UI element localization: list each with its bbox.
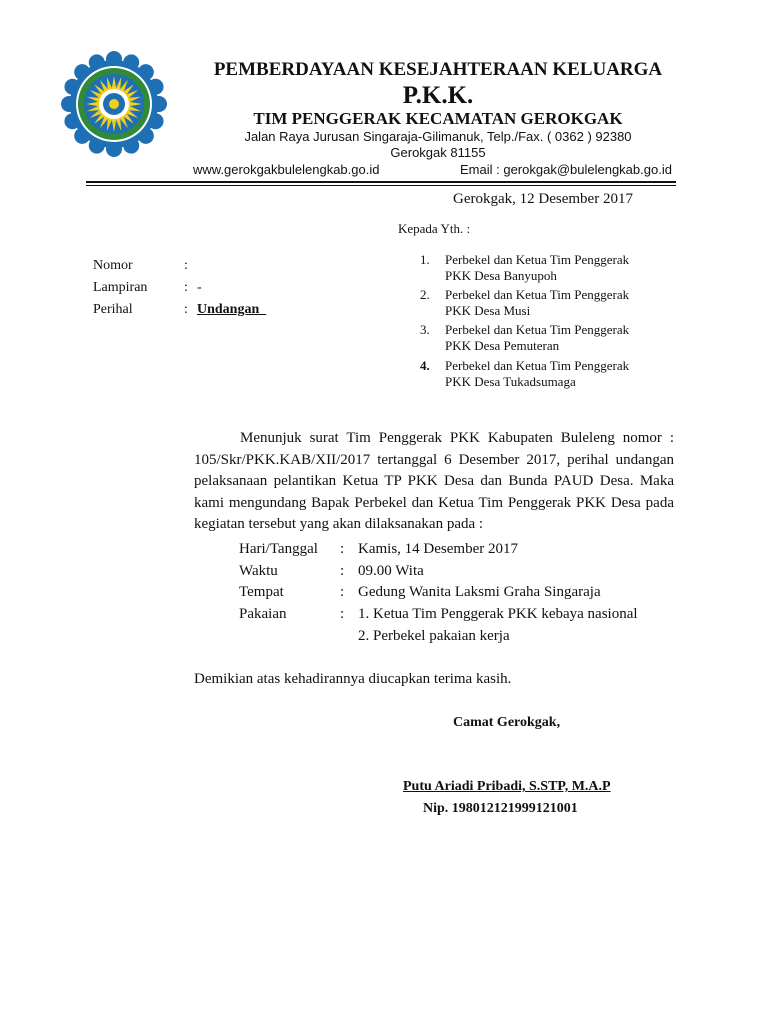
lampiran-value: - (197, 280, 202, 295)
recipient-line1: Perbekel dan Ketua Tim Penggerak (445, 322, 630, 337)
waktu-colon: : (340, 563, 345, 579)
pakaian-value-2: 2. Perbekel pakaian kerja (358, 628, 510, 644)
org-abbr: P.K.K. (402, 82, 474, 109)
team-name: TIM PENGGERAK KECAMATAN GEROKGAK (253, 109, 623, 128)
org-line: PEMBERDAYAAN KESEJAHTERAAN KELUARGA (213, 59, 663, 80)
closing-text: Demikian atas kehadirannya diucapkan terima kasih. (194, 671, 512, 687)
address-line-1: Jalan Raya Jurusan Singaraja-Gilimanuk, Telp./Fax. ( 0362 ) 92380 (244, 129, 632, 144)
waktu-value: 09.00 Wita (358, 563, 424, 579)
pakaian-value-1: 1. Ketua Tim Penggerak PKK kebaya nasional (358, 606, 638, 622)
recipient-line1: Perbekel dan Ketua Tim Penggerak (445, 287, 630, 302)
tempat-value: Gedung Wanita Laksmi Graha Singaraja (358, 584, 601, 600)
recipient-line2: PKK Desa Tukadsumaga (445, 374, 576, 389)
hari-label: Hari/Tanggal (239, 541, 318, 557)
nomor-label: Nomor (93, 258, 133, 273)
hari-colon: : (340, 541, 345, 557)
pkk-logo (60, 50, 168, 158)
waktu-label: Waktu (239, 563, 278, 579)
lampiran-label: Lampiran (93, 280, 148, 295)
pakaian-label: Pakaian (239, 606, 287, 622)
tempat-colon: : (340, 584, 345, 600)
recipient-number: 4. (420, 358, 430, 373)
recipient-line2: PKK Desa Pemuteran (445, 338, 560, 353)
recipient-line2: PKK Desa Musi (445, 303, 531, 318)
place-date: Gerokgak, 12 Desember 2017 (453, 191, 633, 207)
header-rule-thin (86, 185, 676, 186)
recipient-line1: Perbekel dan Ketua Tim Penggerak (445, 252, 630, 267)
perihal-label: Perihal (93, 302, 133, 317)
recipient-number: 3. (420, 322, 430, 337)
recipient-line1: Perbekel dan Ketua Tim Penggerak (445, 358, 630, 373)
address-line-2: Gerokgak 81155 (390, 145, 486, 160)
signer-nip: Nip. 198012121999121001 (423, 801, 578, 816)
signer-name: Putu Ariadi Pribadi, S.STP, M.A.P (403, 779, 611, 794)
signer-title: Camat Gerokgak, (453, 715, 561, 730)
kepada-label: Kepada Yth. : (398, 221, 471, 236)
header-rule-thick (86, 181, 676, 183)
body-text: Menunjuk surat Tim Penggerak PKK Kabupaten Buleleng nomor : 105/Skr/PKK.KAB/XII/2017 tertanggal 6 Desember 2017, perihal undangan pelaksanaan pelantikan Ketua TP PKK Desa dan Bunda PAUD Desa. Maka kami mengundang Bapak Perbekel dan Ketua Tim Penggerak PKK Desa pada kegiatan tersebut yang akan dilaksanakan pada : (194, 430, 674, 532)
perihal-value: Undangan (197, 302, 267, 317)
perihal-colon: : (184, 302, 188, 317)
website-link[interactable]: www.gerokgakbulelengkab.go.id (193, 162, 380, 177)
hari-value: Kamis, 14 Desember 2017 (358, 541, 518, 557)
recipient-line2: PKK Desa Banyupoh (445, 268, 557, 283)
recipient-number: 1. (420, 252, 430, 267)
email-link[interactable]: Email : gerokgak@bulelengkab.go.id (460, 162, 672, 177)
tempat-label: Tempat (239, 584, 284, 600)
pakaian-colon: : (340, 606, 345, 622)
body-paragraph (194, 428, 674, 536)
lampiran-colon: : (184, 280, 188, 295)
recipient-number: 2. (420, 287, 430, 302)
nomor-colon: : (184, 258, 188, 273)
